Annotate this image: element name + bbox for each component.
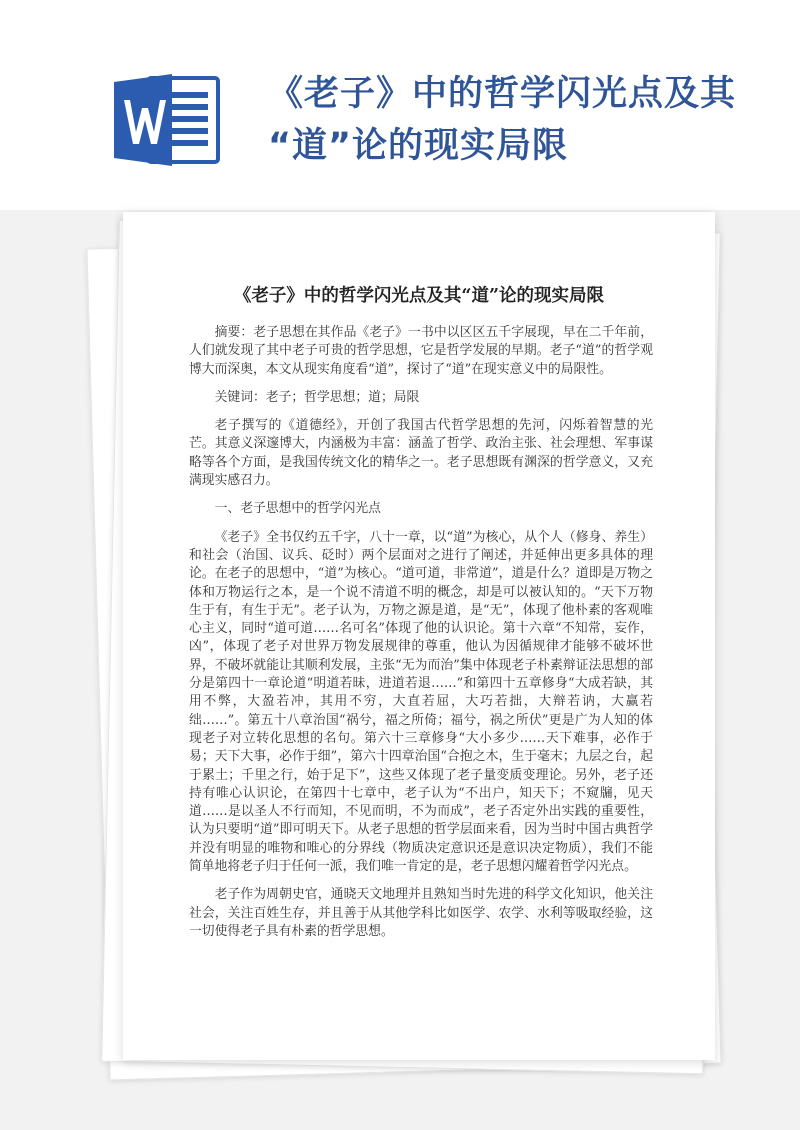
abstract-paragraph: 摘要：老子思想在其作品《老子》一书中以区区五千字展现，早在二千年前，人们就发现了其中老子可贵的哲学思想，它是哲学发展的早期。老子“道”的哲学观博大而深奥，本文从现实角度看“道”，探讨了“道”在现实意义中的局限性。 — [189, 325, 653, 377]
intro-paragraph: 老子撰写的《道德经》，开创了我国古代哲学思想的先河，闪烁着智慧的光芒。其意义深邃博大，内涵极为丰富：涵盖了哲学、政治主张、社会理想、军事谋略等各个方面，是我国传统文化的精华之一。老子思想既有渊深的哲学意义，又充满现实感召力。 — [189, 418, 653, 489]
keywords-paragraph: 关键词：老子；哲学思想；道；局限 — [214, 389, 420, 405]
document-body — [189, 324, 653, 941]
header-banner — [0, 0, 800, 210]
body-paragraph: 老子作为周朝史官，通晓天文地理并且熟知当时先进的科学文化知识，他关注社会，关注百姓生存，并且善于从其他学科比如医学、农学、水利等吸取经验，这一切使得老子具有朴素的哲学思想。 — [189, 887, 653, 939]
body-paragraph: 《老子》全书仅约五千字，八十一章，以“道”为核心，从个人（修身、养生）和社会（治国、议兵、砭时）两个层面对之进行了阐述，并延伸出更多具体的理论。在老子的思想中，“道”为核心。“道可道，非常道”，道是什么？道即是万物之体和万物运行之本，是一个说不清道不明的概念，却是可以被认知的。“天下万物生于有，有生于无”。老子认为，万物之源是道，是“无”，体现了他朴素的客观唯心主义，同时“道可道……名可名”体现了他的认识论。第十六章“不知常，妄作，凶”，体现了老子对世界万物发展规律的尊重，他认为因循规律才能够不破坏世界，不破坏就能让其顺利发展，主张“无为而治”集中体现老子朴素辩证法思想的部分是第四十一章论道“明道若昧，进道若退……”和第四十五章修身“大成若缺，其用不弊，大盈若冲，其用不穷，大直若屈，大巧若拙，大辩若讷，大赢若绌……”。第五十八章治国“祸兮，福之所倚；福兮，祸之所伏”更是广为人知的体现老子对立转化思想的名句。第六十三章修身“大小多少……天下难事，必作于易；天下大事，必作于细”，第六十四章治国“合抱之木，生于毫末；九层之台，起于累土；千里之行，始于足下”，这些又体现了老子量变质变理论。另外，老子还持有唯心认识论，在第四十七章中，老子认为“不出户，知天下；不窥牖，见天道……是以圣人不行而知，不见而明，不为而成”，老子否定外出实践的重要性，认为只要明“道”即可明天下。从老子思想的哲学层面来看，因为当时中国古典哲学并没有明显的唯物和唯心的分界线（物质决定意识还是意识决定物质），我们不能简单地将老子归于任何一派，我们唯一肯定的是，老子思想闪耀着哲学闪光点。 — [189, 529, 653, 875]
banner-title-line-1: 《老子》中的哲学闪光点及其 — [268, 74, 737, 114]
section-heading: 一、老子思想中的哲学闪光点 — [214, 501, 381, 517]
document-title: 《老子》中的哲学闪光点及其“道”论的现实局限 — [233, 286, 605, 306]
word-icon — [112, 72, 224, 168]
banner-title-line-2: “道”论的现实局限 — [268, 126, 569, 166]
document-page — [123, 212, 715, 1060]
banner-title — [268, 68, 788, 172]
